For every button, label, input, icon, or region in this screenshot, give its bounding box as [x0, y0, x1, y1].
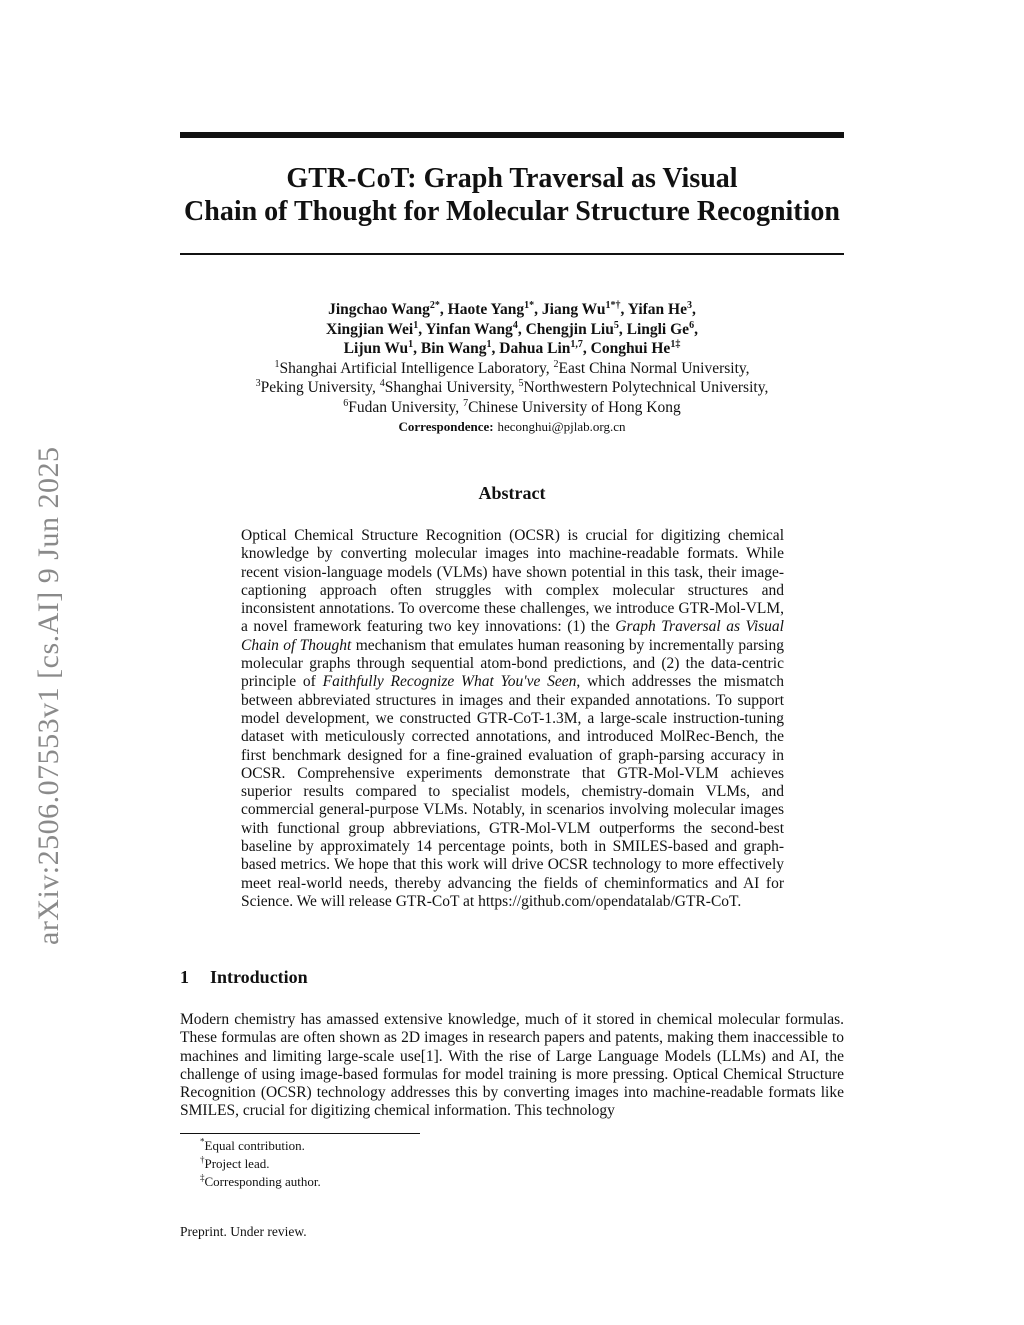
affiliation-line-3: $^6$Fudan University, $^7$Chinese University of Hong Kong — [343, 397, 681, 416]
arxiv-watermark: arXiv:2506.07553v1 [cs.AI] 9 Jun 2025 — [32, 446, 65, 945]
footnote-project-lead: †Project lead. — [200, 1154, 270, 1171]
footnotes — [200, 1137, 321, 1191]
preprint-footer: Preprint. Under review. — [180, 1224, 307, 1239]
title-line-1: GTR-CoT: Graph Traversal as Visual — [286, 163, 738, 194]
section-number: 1 — [180, 967, 189, 987]
title-top-rule — [180, 132, 844, 138]
section-title: Introduction — [210, 967, 308, 987]
abstract-body: Optical Chemical Structure Recognition (OCSR) is crucial for digitizing chemical knowledge by converting molecular images into machine-readable formats. While recent vision-language models (VLMs) have shown potential in this task, their image-captioning approach often struggles with complex molecular structures and inconsistent annotations. To overcome these challenges, we introduce GTR-Mol-VLM, a novel framework featuring two key innovations: (1) the Graph Traversal as Visual Chain of Thought mechanism that emulates human reasoning by incrementally parsing molecular graphs through sequential atom-bond predictions, and (2) the data-centric principle of Faithfully Recognize What You've Seen, which addresses the mismatch between abbreviated structures in images and their expanded annotations. To support model development, we constructed GTR-CoT-1.3M, a large-scale instruction-tuning dataset with meticulously corrected annotations, and introduced MolRec-Bench, the first benchmark designed for a fine-grained evaluation of graph-parsing accuracy in OCSR. Comprehensive experiments demonstrate that GTR-Mol-VLM achieves superior results compared to specialist models, chemistry-domain VLMs, and commercial general-purpose VLMs. Notably, in scenarios involving molecular images with functional group abbreviations, GTR-Mol-VLM outperforms the second-best baseline by approximately 14 percentage points, both in SMILES-based and graph-based metrics. We hope that this work will drive OCSR technology to more effectively meet real-world needs, thereby advancing the fields of cheminformatics and AI for Science. We will release GTR-CoT at https://github.com/opendatalab/GTR-CoT. — [241, 527, 784, 910]
introduction-heading — [180, 967, 308, 988]
author-line-1: Jingchao Wang$^{2*}$, Haote Yang$^{1*}$, Jiang $Wu^{1*\dagger}$, Yifan He$^3$, — [328, 299, 696, 318]
correspondence-label: Correspondence: — [398, 419, 494, 434]
footnote-rule — [180, 1133, 420, 1134]
introduction-body: Modern chemistry has amassed extensive knowledge, much of it stored in chemical molecular formulas. These formulas are often shown as 2D images in research papers and patents, making them inaccessible to machines and limiting large-scale use[1]. With the rise of Large Language Models (LLMs) and AI, the challenge of using image-based formulas for model training is more pressing. Optical Chemical Structure Recognition (OCSR) technology addresses this by converting images into machine-readable formats like SMILES, crucial for digitizing chemical information. This technology — [180, 1011, 844, 1120]
author-block — [180, 300, 844, 437]
affiliation-line-1: $^1$Shanghai Artificial Intelligence Laboratory, $^2$East China Normal University, — [274, 358, 750, 377]
correspondence — [180, 417, 844, 437]
paper-title — [180, 162, 844, 228]
correspondence-email[interactable]: heconghui@pjlab.org.cn — [497, 419, 626, 434]
title-bottom-rule — [180, 253, 844, 255]
title-line-2: Chain of Thought for Molecular Structure Recognition — [184, 196, 840, 227]
footnote-corresponding-author: ‡Corresponding author. — [200, 1172, 321, 1189]
author-line-2: Xingjian Wei$^1$, Yinfan Wang$^4$, Chengjin Liu$^5$, Lingli Ge$^6$, — [326, 319, 698, 338]
abstract-heading: Abstract — [478, 483, 546, 503]
footnote-equal-contribution: *Equal contribution. — [200, 1136, 305, 1153]
author-line-3: Lijun Wu$^1$, Bin Wang$^1$, Dahua Lin$^{1,7}$, Conghui $He^{1\ddagger}$ — [343, 338, 681, 357]
affiliation-line-2: $^3$Peking University, $^4$Shanghai University, $^5$Northwestern Polytechnical University, — [255, 377, 769, 396]
